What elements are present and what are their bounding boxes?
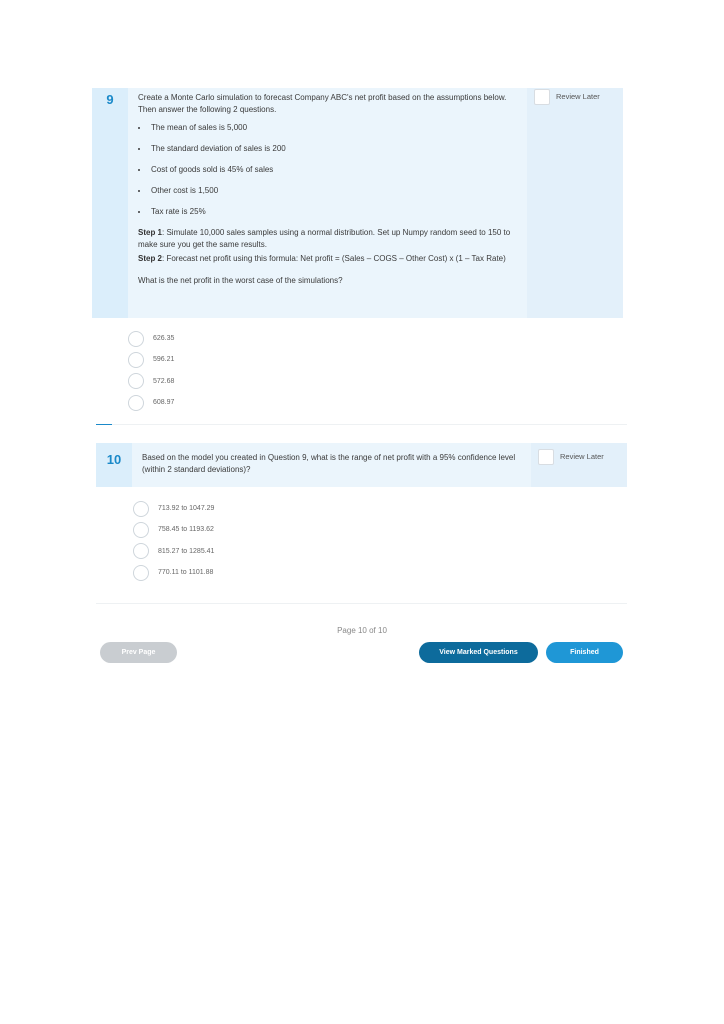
list-item: • The mean of sales is 5,000 <box>149 122 521 134</box>
review-later-label: Review Later <box>556 92 600 101</box>
radio-button[interactable] <box>128 331 144 347</box>
list-item: • Cost of goods sold is 45% of sales <box>149 164 521 176</box>
step-2-label: Step 2 <box>138 254 163 263</box>
review-later-checkbox[interactable] <box>538 449 554 465</box>
step-2 <box>138 253 521 265</box>
view-marked-questions-button[interactable]: View Marked Questions <box>419 642 538 663</box>
question-text: What is the net profit in the worst case of the simulations? <box>138 276 343 285</box>
radio-button[interactable] <box>133 501 149 517</box>
step-2-text: : Forecast net profit using this formula: Net profit = (Sales – COGS – Other Cost) x (1 – Tax Rate) <box>162 254 506 263</box>
radio-button[interactable] <box>133 543 149 559</box>
list-item: • Tax rate is 25% <box>149 206 521 218</box>
prev-page-button[interactable]: Prev Page <box>100 642 177 663</box>
answer-option[interactable] <box>128 392 174 413</box>
question-10-card <box>96 443 627 487</box>
finished-button[interactable]: Finished <box>546 642 623 663</box>
question-number: 9 <box>92 88 128 318</box>
option-label: 770.11 to 1101.88 <box>158 569 214 577</box>
step-1 <box>138 227 521 251</box>
answer-option[interactable] <box>133 541 214 562</box>
option-label: 608.97 <box>153 399 175 407</box>
option-label: 596.21 <box>153 356 175 364</box>
review-panel <box>531 443 627 487</box>
option-label: 626.35 <box>153 335 175 343</box>
question-text: Based on the model you created in Question 9, what is the range of net profit with a 95% confidence level (within 2 standard deviations)? <box>142 453 516 474</box>
radio-button[interactable] <box>128 395 144 411</box>
step-1-label: Step 1 <box>138 228 163 237</box>
answer-option[interactable] <box>128 349 174 370</box>
radio-button[interactable] <box>128 352 144 368</box>
question-body <box>132 443 531 487</box>
question-9-options <box>128 328 174 413</box>
question-number: 10 <box>96 443 132 487</box>
assumptions-list <box>138 122 521 218</box>
list-item: • Other cost is 1,500 <box>149 185 521 197</box>
option-label: 758.45 to 1193.62 <box>158 526 214 534</box>
question-separator <box>112 424 627 425</box>
option-label: 572.68 <box>153 377 175 385</box>
footer-separator <box>96 603 627 604</box>
page-indicator: Page 10 of 10 <box>337 626 387 635</box>
review-later-label: Review Later <box>560 452 604 461</box>
step-1-text: : Simulate 10,000 sales samples using a normal distribution. Set up Numpy random seed to 150 to make sure you get the same results. <box>138 228 511 249</box>
question-separator-accent <box>96 424 112 425</box>
radio-button[interactable] <box>133 522 149 538</box>
review-later-checkbox[interactable] <box>534 89 550 105</box>
question-body <box>128 88 527 318</box>
answer-option[interactable] <box>133 519 214 540</box>
radio-button[interactable] <box>128 373 144 389</box>
answer-option[interactable] <box>133 498 214 519</box>
answer-option[interactable] <box>128 328 174 349</box>
question-intro: Create a Monte Carlo simulation to forecast Company ABC's net profit based on the assumptions below. Then answer the following 2 questions. <box>138 93 507 114</box>
answer-option[interactable] <box>133 562 214 583</box>
option-label: 815.27 to 1285.41 <box>158 547 215 555</box>
option-label: 713.92 to 1047.29 <box>158 505 215 513</box>
list-item: • The standard deviation of sales is 200 <box>149 143 521 155</box>
review-panel <box>527 88 623 318</box>
radio-button[interactable] <box>133 565 149 581</box>
answer-option[interactable] <box>128 371 174 392</box>
question-10-options <box>133 498 214 583</box>
question-9-card <box>92 88 623 318</box>
